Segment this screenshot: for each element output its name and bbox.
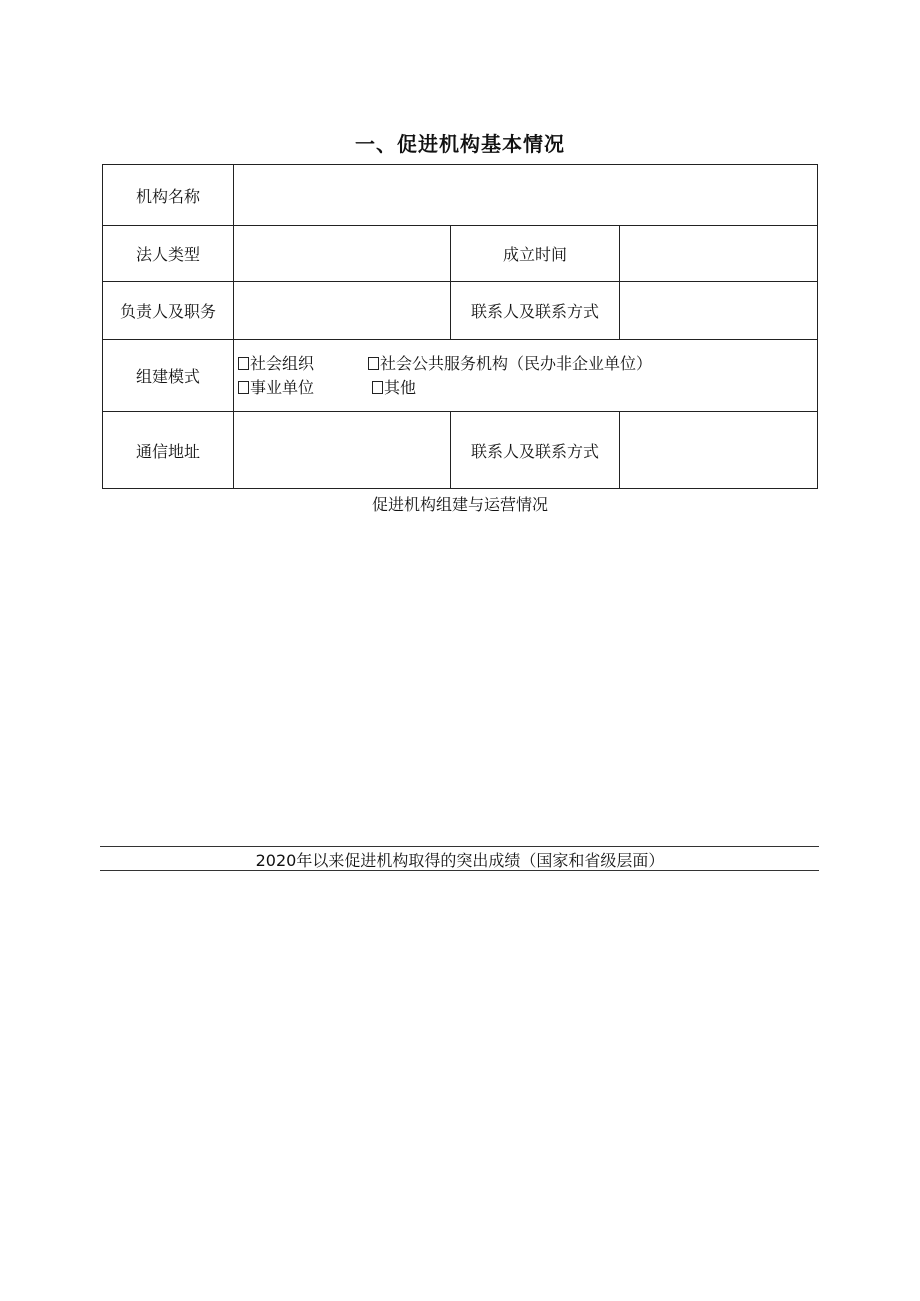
- founded-time-label: 成立时间: [451, 226, 620, 282]
- basic-info-table: [102, 164, 818, 489]
- checkbox[interactable]: [368, 357, 379, 370]
- contact-label: 联系人及联系方式: [451, 282, 620, 340]
- mode-option-other[interactable]: [372, 376, 416, 400]
- divider: [100, 870, 819, 871]
- page-title: 一、促进机构基本情况: [355, 132, 565, 156]
- legal-type-value[interactable]: [234, 226, 451, 282]
- mode-label: 组建模式: [103, 340, 234, 412]
- org-name-label: 机构名称: [103, 165, 234, 226]
- contact-value[interactable]: [620, 282, 818, 340]
- operation-section-title: 促进机构组建与运营情况: [371, 495, 548, 514]
- founded-time-value[interactable]: [620, 226, 818, 282]
- mode-option-public-institution[interactable]: [238, 376, 314, 400]
- table-row: [103, 340, 818, 412]
- option-label: 其他: [384, 377, 417, 397]
- divider: [100, 846, 819, 847]
- mode-option-public-service[interactable]: [368, 352, 652, 376]
- leader-value[interactable]: [234, 282, 451, 340]
- contact2-label: 联系人及联系方式: [451, 412, 620, 489]
- checkbox[interactable]: [372, 381, 383, 394]
- mode-options: [234, 340, 818, 412]
- address-label: 通信地址: [103, 412, 234, 489]
- mode-option-social-org[interactable]: [238, 352, 314, 376]
- table-row: [103, 165, 818, 226]
- table-row: [103, 412, 818, 489]
- achievements-section-title: 2020年以来促进机构取得的突出成绩（国家和省级层面）: [255, 851, 665, 870]
- option-label: 社会公共服务机构（民办非企业单位）: [380, 353, 653, 373]
- legal-type-label: 法人类型: [103, 226, 234, 282]
- contact2-value[interactable]: [620, 412, 818, 489]
- address-value[interactable]: [234, 412, 451, 489]
- checkbox[interactable]: [238, 357, 249, 370]
- option-label: 事业单位: [250, 377, 315, 397]
- table-row: [103, 282, 818, 340]
- option-label: 社会组织: [250, 353, 315, 373]
- leader-label: 负责人及职务: [103, 282, 234, 340]
- checkbox[interactable]: [238, 381, 249, 394]
- org-name-value[interactable]: [234, 165, 818, 226]
- table-row: [103, 226, 818, 282]
